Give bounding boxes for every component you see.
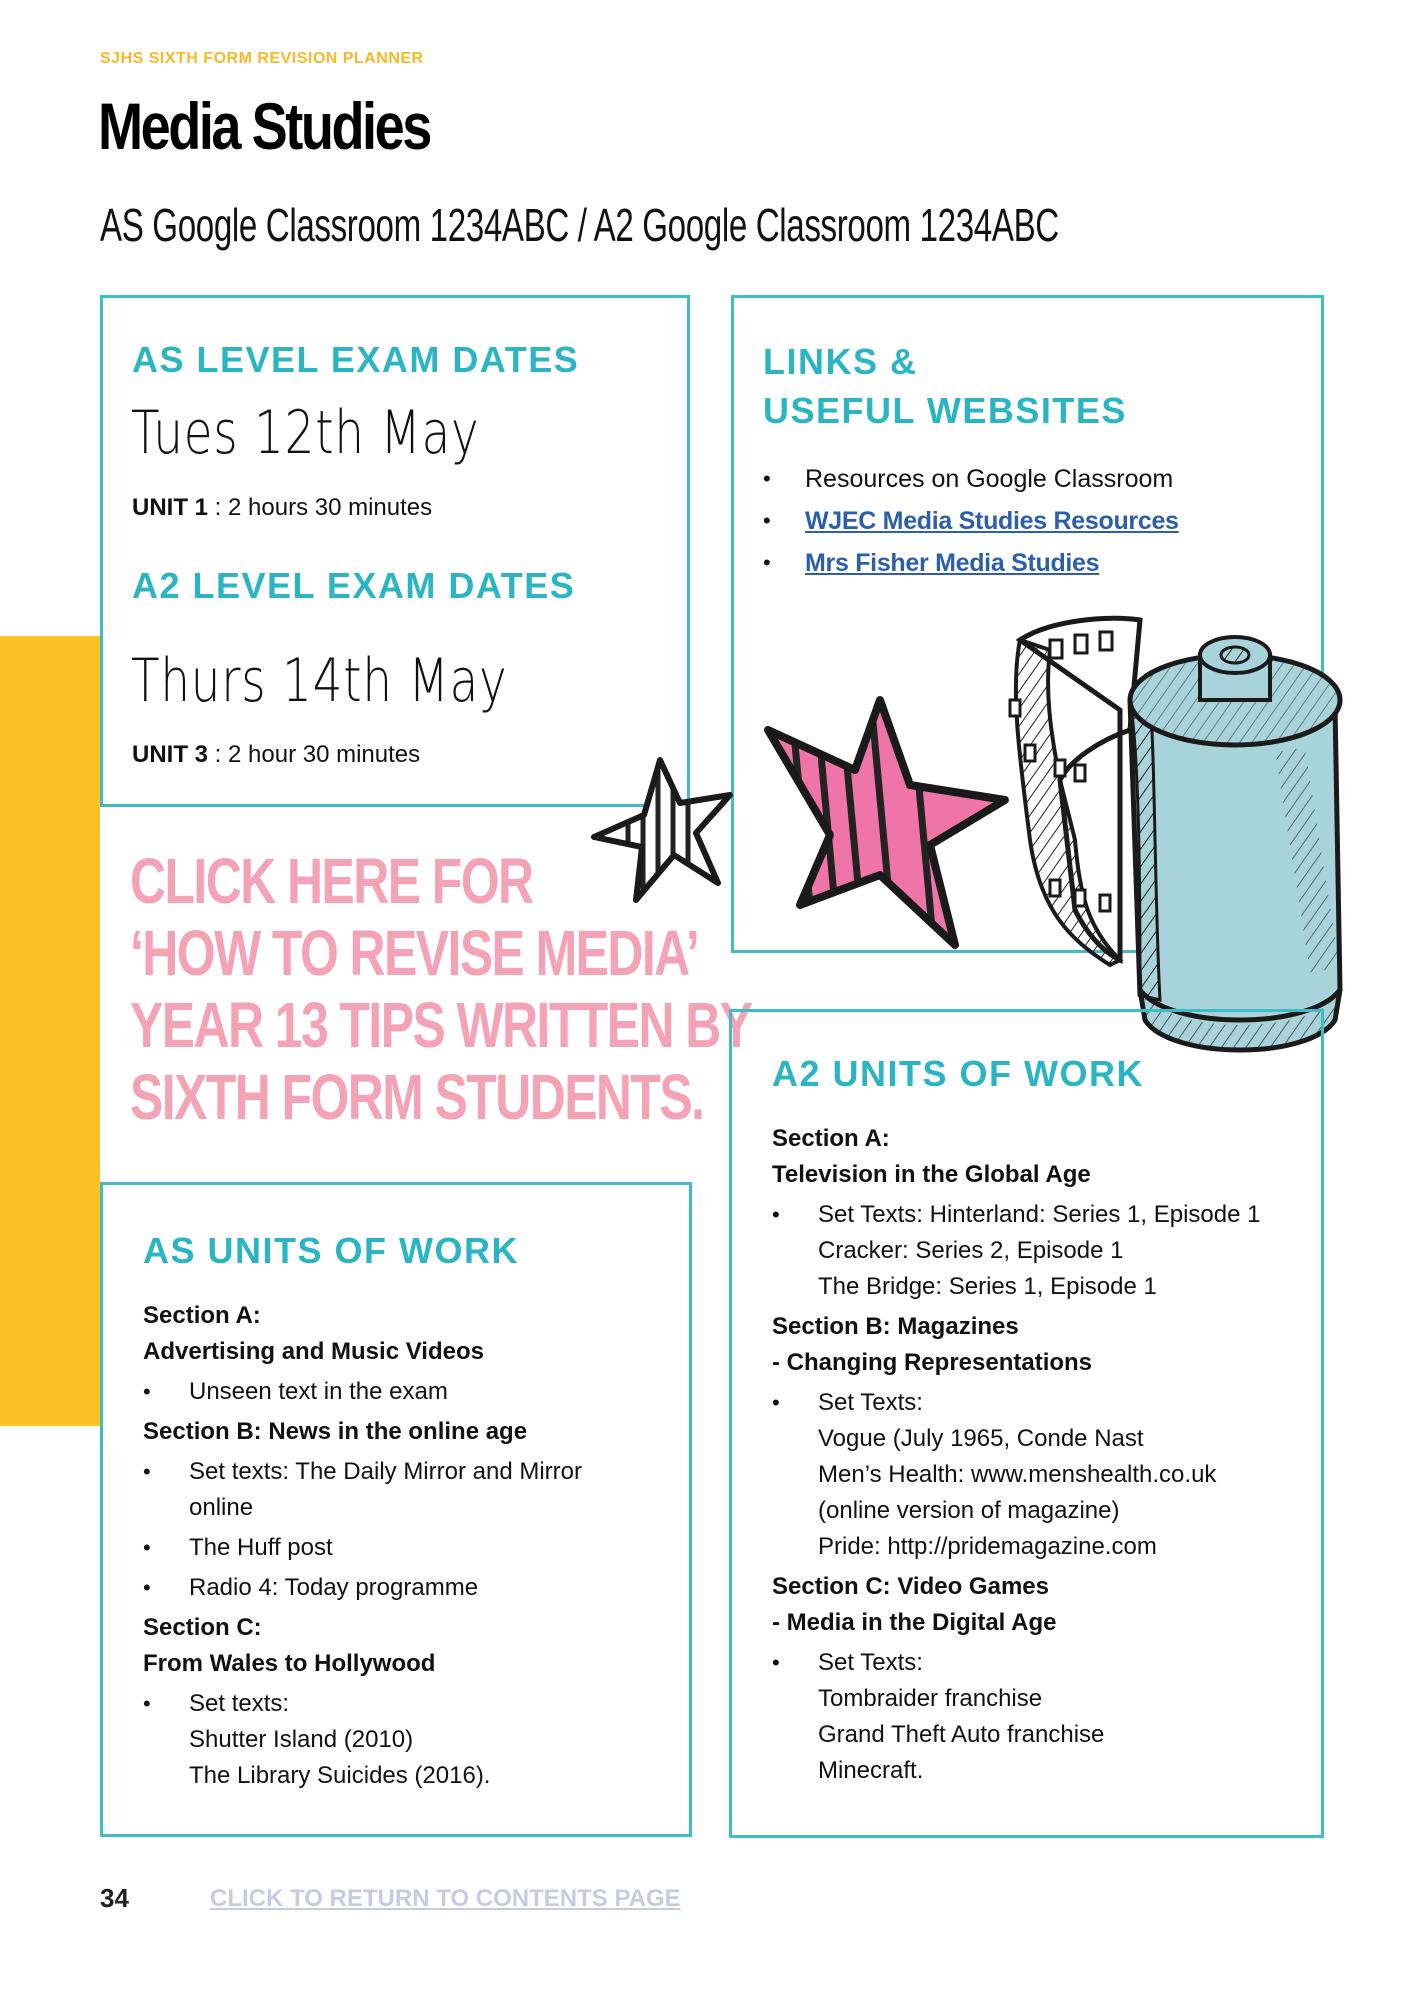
google-classroom-resources: Resources on Google Classroom bbox=[805, 464, 1174, 493]
bullet-icon: • bbox=[772, 1389, 780, 1415]
bullet-icon: • bbox=[763, 508, 771, 533]
item-text: The Library Suicides (2016). bbox=[189, 1761, 491, 1789]
item-text: Set Texts: bbox=[818, 1648, 923, 1676]
yellow-accent-bar bbox=[0, 636, 100, 1426]
item-text: Radio 4: Today programme bbox=[189, 1573, 479, 1601]
section-c-subtitle: - Media in the Digital Age bbox=[772, 1608, 1057, 1636]
a2-unit-duration-text: : 2 hour 30 minutes bbox=[208, 741, 421, 768]
item-text: Cracker: Series 2, Episode 1 bbox=[818, 1236, 1124, 1264]
list-item bbox=[763, 458, 1179, 500]
links-heading-line1: LINKS & bbox=[763, 341, 918, 382]
section-a-title: Section A: bbox=[143, 1301, 261, 1329]
mrs-fisher-link[interactable]: Mrs Fisher Media Studies bbox=[805, 548, 1100, 577]
cta-line: YEAR 13 TIPS WRITTEN BY bbox=[130, 989, 752, 1061]
list-item bbox=[143, 1530, 669, 1566]
a2-exam-dates-heading: A2 LEVEL EXAM DATES bbox=[132, 565, 576, 606]
item-text: Men’s Health: www.menshealth.co.uk bbox=[818, 1460, 1217, 1488]
classroom-codes: AS Google Classroom 1234ABC / A2 Google Classroom 1234ABC bbox=[100, 199, 1059, 251]
return-to-contents-link[interactable]: CLICK TO RETURN TO CONTENTS PAGE bbox=[210, 1885, 681, 1912]
page-title: Media Studies bbox=[98, 89, 430, 163]
as-exam-dates-heading: AS LEVEL EXAM DATES bbox=[132, 339, 580, 380]
links-box bbox=[731, 295, 1324, 953]
a2-unit-duration bbox=[132, 741, 420, 769]
a2-units-box bbox=[729, 1009, 1324, 1838]
list-item bbox=[143, 1374, 669, 1410]
section-c-subtitle: From Wales to Hollywood bbox=[143, 1649, 436, 1677]
section-b-subtitle: - Changing Representations bbox=[772, 1348, 1093, 1376]
bullet-icon: • bbox=[143, 1378, 151, 1404]
section-a-title: Section A: bbox=[772, 1124, 890, 1152]
list-item bbox=[143, 1454, 669, 1526]
as-units-box bbox=[100, 1182, 692, 1837]
wjec-resources-link[interactable]: WJEC Media Studies Resources bbox=[805, 506, 1179, 535]
section-a-subtitle: Advertising and Music Videos bbox=[143, 1337, 484, 1365]
as-exam-date: Tues 12th May bbox=[131, 398, 480, 468]
links-heading-line2: USEFUL WEBSITES bbox=[763, 389, 1127, 431]
bullet-icon: • bbox=[763, 550, 771, 575]
links-heading bbox=[763, 338, 1127, 435]
section-b-title: Section B: News in the online age bbox=[143, 1417, 528, 1445]
planner-kicker: SJHS SIXTH FORM REVISION PLANNER bbox=[100, 50, 424, 67]
list-item bbox=[763, 500, 1179, 542]
bullet-icon: • bbox=[143, 1458, 151, 1484]
item-text: Set texts: The Daily Mirror and Mirror bbox=[189, 1457, 582, 1485]
item-text: Shutter Island (2010) bbox=[189, 1725, 414, 1753]
bullet-icon: • bbox=[772, 1649, 780, 1675]
page-number: 34 bbox=[100, 1883, 129, 1913]
cta-line: SIXTH FORM STUDENTS. bbox=[130, 1061, 704, 1133]
section-b-title: Section B: Magazines bbox=[772, 1312, 1019, 1340]
section-c-title: Section C: bbox=[143, 1613, 262, 1641]
item-text: Grand Theft Auto franchise bbox=[818, 1720, 1105, 1748]
list-item bbox=[143, 1570, 669, 1606]
cta-line: ‘HOW TO REVISE MEDIA’ bbox=[130, 917, 699, 989]
bullet-icon: • bbox=[763, 466, 771, 491]
item-text: The Huff post bbox=[189, 1533, 333, 1561]
item-text: Set texts: bbox=[189, 1689, 290, 1717]
bullet-icon: • bbox=[143, 1534, 151, 1560]
as-units-heading: AS UNITS OF WORK bbox=[143, 1230, 519, 1271]
a2-exam-date: Thurs 14th May bbox=[131, 646, 508, 716]
how-to-revise-media-link[interactable] bbox=[130, 845, 752, 1133]
as-unit-duration-text: : 2 hours 30 minutes bbox=[208, 494, 433, 521]
list-item bbox=[143, 1686, 669, 1794]
list-item bbox=[772, 1197, 1301, 1305]
bullet-icon: • bbox=[143, 1574, 151, 1600]
item-text: online bbox=[189, 1493, 254, 1521]
item-text: Unseen text in the exam bbox=[189, 1377, 448, 1405]
list-item bbox=[772, 1385, 1301, 1565]
section-a-subtitle: Television in the Global Age bbox=[772, 1160, 1091, 1188]
links-list bbox=[763, 458, 1179, 584]
as-unit-duration bbox=[132, 494, 432, 522]
a2-units-heading: A2 UNITS OF WORK bbox=[772, 1053, 1144, 1094]
bullet-icon: • bbox=[143, 1690, 151, 1716]
cta-line: CLICK HERE FOR bbox=[130, 845, 533, 917]
item-text: Vogue (July 1965, Conde Nast bbox=[818, 1424, 1144, 1452]
list-item bbox=[763, 542, 1179, 584]
item-text: Tombraider franchise bbox=[818, 1684, 1043, 1712]
list-item bbox=[772, 1645, 1301, 1789]
as-unit-label: UNIT 1 bbox=[132, 494, 209, 521]
exam-dates-box bbox=[100, 295, 690, 807]
item-text: Set Texts: Hinterland: Series 1, Episode 1 bbox=[818, 1200, 1261, 1228]
item-text: The Bridge: Series 1, Episode 1 bbox=[818, 1272, 1157, 1300]
a2-unit-label: UNIT 3 bbox=[132, 741, 209, 768]
bullet-icon: • bbox=[772, 1201, 780, 1227]
item-text: Minecraft. bbox=[818, 1756, 924, 1784]
item-text: Pride: http://pridemagazine.com bbox=[818, 1532, 1157, 1560]
section-c-title: Section C: Video Games bbox=[772, 1572, 1049, 1600]
item-text: (online version of magazine) bbox=[818, 1496, 1120, 1524]
item-text: Set Texts: bbox=[818, 1388, 923, 1416]
